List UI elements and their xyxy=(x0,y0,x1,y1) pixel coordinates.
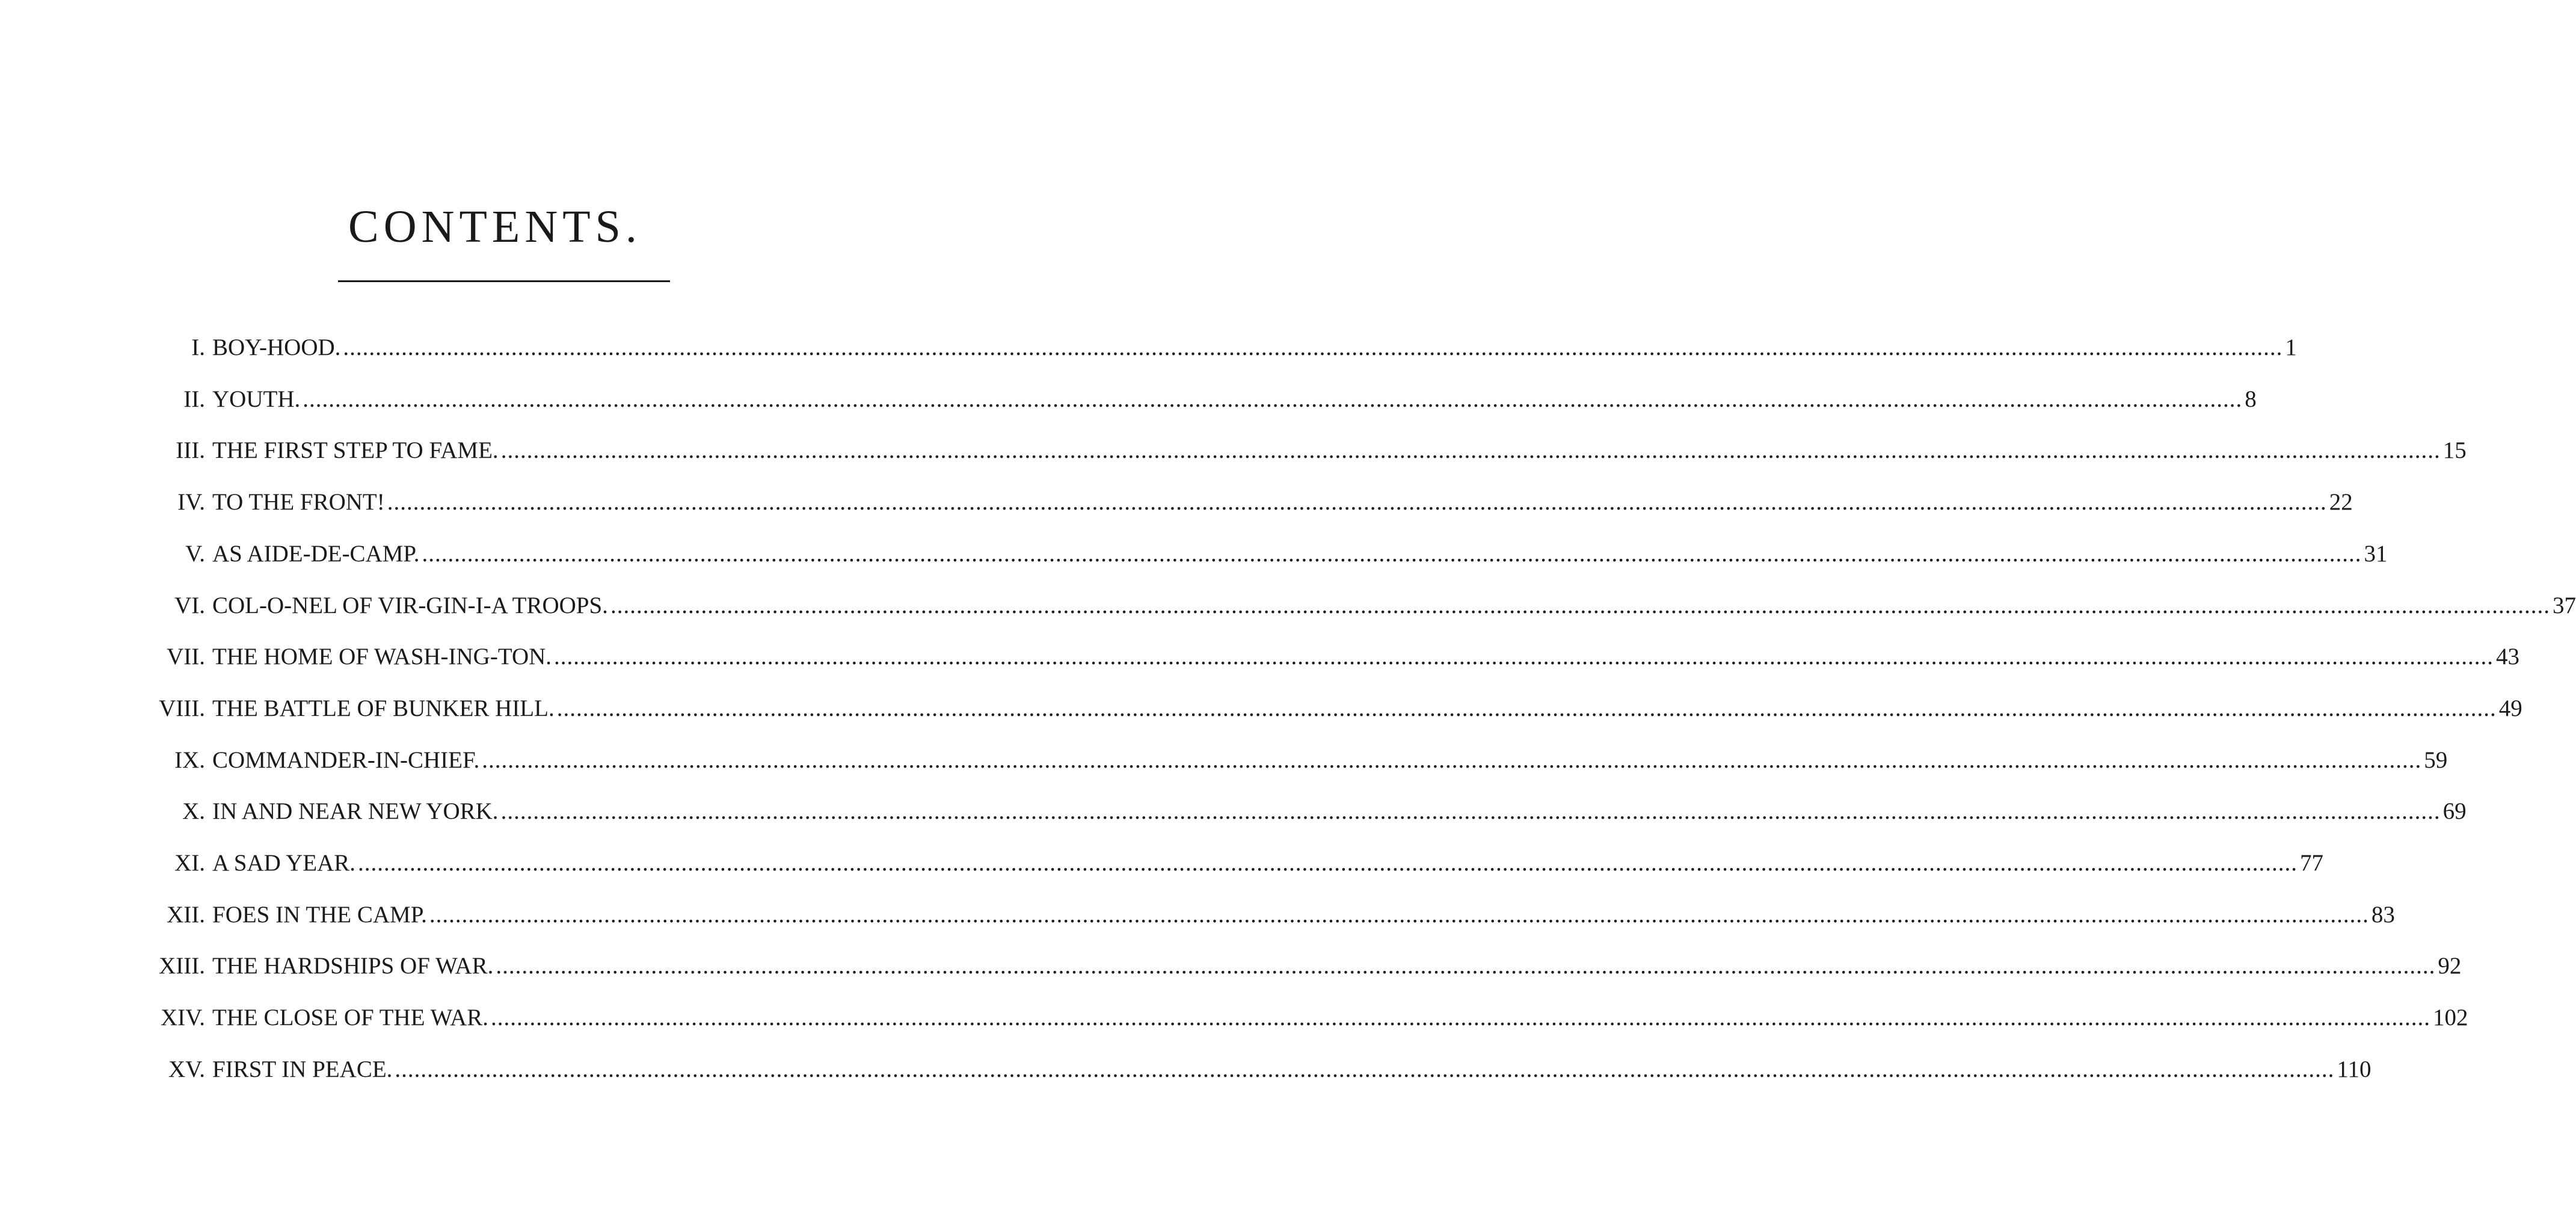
toc-entry[interactable] xyxy=(0,948,2462,984)
chapter-numeral: V. xyxy=(185,540,205,567)
toc-entry[interactable] xyxy=(0,381,2257,417)
page-number: 59 xyxy=(2424,747,2448,773)
page-number: 1 xyxy=(2285,334,2297,360)
chapter-title: COL-O-NEL OF VIR-GIN-I-A TROOPS. xyxy=(212,592,608,618)
dot-leader: ............................................................................................................................................................................................................................................................................................................ xyxy=(395,1056,2335,1082)
chapter-numeral: VII. xyxy=(167,644,205,670)
dot-leader: ............................................................................................................................................................................................................................................................................................................ xyxy=(554,644,2494,670)
dot-leader: ............................................................................................................................................................................................................................................................................................................ xyxy=(556,695,2497,721)
dot-leader: ............................................................................................................................................................................................................................................................................................................ xyxy=(387,489,2327,516)
toc-entry-body xyxy=(212,536,2388,572)
dot-leader: ............................................................................................................................................................................................................................................................................................................ xyxy=(500,437,2441,464)
dot-leader: ............................................................................................................................................................................................................................................................................................................ xyxy=(429,901,2369,928)
toc-entry[interactable] xyxy=(0,793,2467,830)
toc-entry[interactable] xyxy=(0,588,2576,624)
toc-entry-body xyxy=(212,381,2257,417)
dot-leader: ............................................................................................................................................................................................................................................................................................................ xyxy=(496,953,2436,979)
page-number: 43 xyxy=(2496,644,2520,670)
chapter-title: A SAD YEAR. xyxy=(212,850,355,876)
toc-entry-body xyxy=(212,484,2353,520)
dot-leader: ............................................................................................................................................................................................................................................................................................................ xyxy=(358,850,2298,876)
page-number: 83 xyxy=(2371,901,2395,928)
chapter-numeral: II. xyxy=(183,386,205,412)
toc-entry[interactable] xyxy=(0,484,2353,520)
page-number: 8 xyxy=(2245,386,2257,412)
page-number: 31 xyxy=(2364,540,2388,567)
toc-entry-body xyxy=(212,639,2520,675)
toc-entry-body xyxy=(212,330,2297,366)
toc-entry-body xyxy=(212,948,2462,984)
chapter-numeral: IX. xyxy=(174,747,205,773)
page-title: CONTENTS. xyxy=(348,202,642,252)
chapter-title: FOES IN THE CAMP. xyxy=(212,901,427,928)
toc-entry-body xyxy=(212,897,2395,933)
chapter-title: TO THE FRONT! xyxy=(212,489,385,516)
toc-entry-body xyxy=(212,793,2467,830)
chapter-title: IN AND NEAR NEW YORK. xyxy=(212,798,499,825)
toc-entry[interactable] xyxy=(0,433,2467,469)
toc-entry-body xyxy=(212,433,2467,469)
chapter-title: BOY-HOOD. xyxy=(212,334,341,360)
chapter-title: YOUTH. xyxy=(212,386,301,412)
toc-entry[interactable] xyxy=(0,1000,2468,1036)
dot-leader: ............................................................................................................................................................................................................................................................................................................ xyxy=(422,540,2362,567)
chapter-numeral: X. xyxy=(182,798,205,825)
toc-entry-body xyxy=(212,588,2576,624)
toc-entry[interactable] xyxy=(0,330,2297,366)
page-number: 102 xyxy=(2433,1005,2468,1031)
dot-leader: ............................................................................................................................................................................................................................................................................................................ xyxy=(343,334,2283,360)
chapter-title: THE HARDSHIPS OF WAR. xyxy=(212,953,494,979)
chapter-title: THE FIRST STEP TO FAME. xyxy=(212,437,499,464)
toc-entry-body xyxy=(212,742,2448,778)
toc-entry[interactable] xyxy=(0,1052,2372,1088)
chapter-numeral: XI. xyxy=(174,850,205,876)
dot-leader: ............................................................................................................................................................................................................................................................................................................ xyxy=(303,386,2243,412)
chapter-numeral: XIV. xyxy=(160,1005,205,1031)
toc-entry-body xyxy=(212,691,2522,727)
dot-leader: ............................................................................................................................................................................................................................................................................................................ xyxy=(610,592,2550,618)
chapter-numeral: XV. xyxy=(168,1056,205,1082)
chapter-title: FIRST IN PEACE. xyxy=(212,1056,393,1082)
page-number: 92 xyxy=(2438,953,2462,979)
dot-leader: ............................................................................................................................................................................................................................................................................................................ xyxy=(491,1005,2430,1031)
dot-leader: ............................................................................................................................................................................................................................................................................................................ xyxy=(482,747,2422,773)
toc-entry[interactable] xyxy=(0,742,2448,778)
page-number: 49 xyxy=(2498,695,2522,721)
toc-entry[interactable] xyxy=(0,639,2520,675)
chapter-numeral: VI. xyxy=(174,592,205,618)
chapter-numeral: VIII. xyxy=(159,695,205,721)
dot-leader: ............................................................................................................................................................................................................................................................................................................ xyxy=(500,798,2441,825)
chapter-title: THE HOME OF WASH-ING-TON. xyxy=(212,644,552,670)
chapter-numeral: XII. xyxy=(167,901,205,928)
toc-entry[interactable] xyxy=(0,845,2323,881)
chapter-title: THE CLOSE OF THE WAR. xyxy=(212,1005,488,1031)
toc-entry-body xyxy=(212,1052,2372,1088)
toc-entry-body xyxy=(212,845,2323,881)
toc-entry[interactable] xyxy=(0,897,2395,933)
chapter-numeral: XIII. xyxy=(159,953,205,979)
toc-entry-body xyxy=(212,1000,2468,1036)
chapter-title: AS AIDE-DE-CAMP. xyxy=(212,540,420,567)
page-number: 15 xyxy=(2442,437,2467,464)
chapter-title: COMMANDER-IN-CHIEF. xyxy=(212,747,480,773)
toc-entry[interactable] xyxy=(0,691,2522,727)
page-number: 69 xyxy=(2442,798,2467,825)
page-number: 110 xyxy=(2337,1056,2372,1082)
chapter-title: THE BATTLE OF BUNKER HILL. xyxy=(212,695,555,721)
page-number: 77 xyxy=(2300,850,2323,876)
page-number: 37 xyxy=(2552,592,2576,618)
page-number: 22 xyxy=(2329,489,2353,516)
chapter-numeral: IV. xyxy=(177,489,205,516)
chapter-numeral: III. xyxy=(176,437,205,464)
chapter-numeral: I. xyxy=(191,334,205,360)
toc-entry[interactable] xyxy=(0,536,2388,572)
